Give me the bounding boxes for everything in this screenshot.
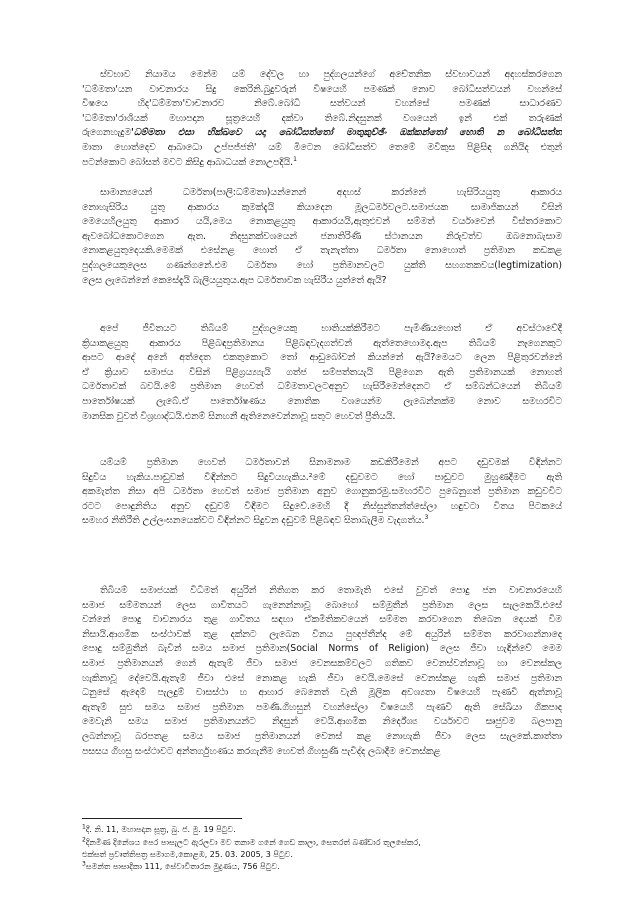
paragraph-line: ආපට ආදේ අනේ අත්දෙත එකතුකොට තෝ ආඩුබෝවන් කියන්නේ ඇයි?මෙයට ලෙන පිළිතුරවන්නේ xyxy=(82,352,562,364)
paragraph-line: අපේ ජීවිතයට තිබියම් පුද්ගලයෙකු භාතියක්කිරීමට පැමිණියහොත් ඒ අවස්ථාවේදී xyxy=(100,323,562,334)
paragraph-line: නිසායි.ආගමික සංස්ථාවක් තුළ දක්නට ලැබෙන විනය පුඥප්තීන්ද මේ අයුරින් සම්මත කරවාගන්නාදෙ xyxy=(82,628,562,640)
paragraph-5 xyxy=(82,584,562,759)
paragraph-line: පුද්ගලයෙකුලෙස ගණන්ගනේ.එම ධර්මතා හෝ ප්‍රතිමානවලට යුක්ති සහගතකවය(legtimization) xyxy=(82,259,562,271)
paragraph-line: 'ධම්මතා'රාශියක් මහාපදාන සූත්‍රයෙහි දක්වා තිබේ.නිදසුනක් වශයෙන් ඉන් එක් තරුණක් xyxy=(82,112,562,124)
footnote-2-continued xyxy=(82,849,562,861)
footnote-text: දිනමිණ දිනේශය පෙර පාසැලට ඇරලවා මව තනාම ගනේ ගෙඩ කාලා, සෙතරත් බණ්ඩාර තුලසේකර, xyxy=(85,838,421,847)
footnote-divider xyxy=(82,818,242,819)
paragraph-line: අකමැත්ත නිසා අපි ධර්මතා හෙවත් සමාජ ප්‍රතිමාන අනුව ගොනුකරමු.සමහරවිට පුබෙනුගත් ප්‍රතිමාන කඩුවවිට xyxy=(82,486,562,498)
paragraph-line: 'ධම්මතා'යන වාචනාරය සිදු කෙරිනි.බුදුවරුන් විෂයෙහි පමණක් නොව බෝධිසත්වයන් වහන්සේ xyxy=(82,83,562,95)
paragraph-line: ස්වභාව නියාමය මෙන්ම යම් දේවල හා පුද්ගලයන්ගේ අචේතනික ස්වභාවයන් අදහස්කරගෙන xyxy=(100,69,562,80)
paragraph-line: ඇතැම් සුළු සමය සමාජ ප්‍රතිමාන පමණි.ගිහසුන් වහන්සේලා විෂයෙහි පැණවී ඇති සේඛියා ගිකපාද xyxy=(82,701,562,713)
footnote-number: 2 xyxy=(82,837,86,844)
paragraph-line: රටට පොදුනිතිය අනුව දඬුවම් විඳීමට සිදුවේ.මෙහි දී නිස්සුන්තන්ත්සේලා හඳුවටා විතය පිටකයේ xyxy=(82,500,562,512)
paragraph-line: රුගෙනහැදුම'ධම්මතා එසා භික්ඛවෙ යදා බෝධිසත්තෝ මාතුකුච්ඡිං ඔක්කන්තෝ හොති න බෝධිසත්ත xyxy=(82,127,562,139)
paragraph-line: නොකළයුතුදෙයකි.මෙමක් එසේනළ හොත් ඒ තැනැත්තා ධර්මතා නොහොත් ප්‍රතිමාන කඩකළ xyxy=(82,245,562,257)
paragraph-line: පසසය ගිහසු සංස්ථාවට අන්තර්ගුහණය කරගැනීම හෙවත් ගිහසුණී පැවිද්ද ලබාදීම වෙනස්කළ xyxy=(82,745,441,757)
paragraph-line: තිබියම් සමාජයක් විධිමත් අයුරින් නිතිගත කර තොමැති එසේ වුවත් පොදු ජන වාචනාරයෙහි xyxy=(100,585,562,596)
paragraph-line: ඇවබෝධකොටගෙන ඇත. නිදසුනක්වශයෙන් ජනාතිරිණි ස්ථානයන නිරුවත්ව ඔබනොබැසාම xyxy=(82,230,562,242)
paragraph-line: සමහර නිතිරීති උල්ලංඝනයෙක්වට විඳින්නට සිදුවන දඬුවම් පිළිබඳව සිතාබැලීම වැදගත්ය.$^3$ xyxy=(82,514,429,527)
quoted-pali-text: 'ධම්මතා එසා භික්ඛවෙ යදා බෝධිසත්තෝ මාතුකුච්ඡිං ඔක්කන්තෝ හොති න බෝධිසත්ත xyxy=(131,127,562,139)
paragraph-2 xyxy=(82,186,562,288)
footnote-ref[interactable]: 3 xyxy=(424,514,429,522)
paragraph-3 xyxy=(82,322,562,424)
paragraph-1 xyxy=(82,68,562,170)
paragraph-line: මාතා හොත්දෙව ආබාධො උප්පජ්ජති' යම් මිටෙන බෝධිසත්ව තෙමේ මවිකුස පිළිසිඳ ගනියිද එතුන් xyxy=(82,141,562,153)
paragraph-line: මානසික වුවත් විශ්‍රහාද්ධයි.එනම් සිනහනී ඇතිනෙවෙන්නාවූ සතුට හෙවත් ප්‍රීතියයි. xyxy=(82,410,396,422)
footnote-text: දී. නි. 11, මහාපදාන සූත්‍ර, බු. ජ. මු. 19 පිටුව. xyxy=(85,825,236,834)
footnote-number: 3 xyxy=(82,861,86,868)
paragraph-line: සාමාන්‍යයෙන් ධර්මතා(පාලි:ධම්මතා)යන්නෙන් අදහස් කරන්නේ හැසිරියයුතු ආකාරය xyxy=(100,187,562,198)
paragraph-line: සමාජ ප්‍රතිමානයන් ගෙන් ඇතැම් ජීවා සමාජ වෙනසකම්වලට ගතිකව වෙනස්වන්නාවූ හා වෙනස්කල xyxy=(82,657,562,669)
paragraph-line: පොදු සම්මුතීන් බැවින් සමය සමාජ ප්‍රතිමාන(Social Norms of Religion) ලෙස ජීවා හැඳින්වේ මෙම xyxy=(82,643,562,655)
footnote-1 xyxy=(82,824,562,836)
footnote-ref[interactable]: 1 xyxy=(293,155,297,163)
paragraph-line: සමාජ සම්මතයන් ලෙස ගාවිතයට ගැනෙන්නාවූ බොහෝ සම්මුතීන් ප්‍රතිමාන ලෙස සැලකෙයි.එසේ xyxy=(82,599,562,611)
footnote-2 xyxy=(82,837,562,849)
paragraph-line: විෂයෙ හිද'ධම්මතා'වාචනාරව නිබේ.බෝධි සත්වයන් වහන්සේ පමණක් සාධාරණව xyxy=(82,98,562,110)
paragraph-line: ලෙස ලැබෙන්නේ කෙසේදැයි බැලියයුතුය.ඇප ධර්මතාවක හැසිරීය යුත්තේ ඇයි? xyxy=(82,274,387,286)
paragraph-line: වන්නේ පොදු වාචනාරය තුළ ගාවිතය සඳහා ඒකමිතිකවයෙන් සම්මත කරවාගෙන තිබෙන දෙයක් විම xyxy=(82,614,562,626)
paragraph-line: ඒ ක්‍රියාව සමාජය විසින් පිළිග්‍රය්‍ය්‍යැයි ගත්ජ සම්පත්තයැයි පිළිගෙන ඇති ප්‍රතිමානයක් නොහත් xyxy=(82,366,562,378)
paragraph-line: සිදුවිය හැකිය.පාඩුවක් විඳින්නට සිදුවියහැකිය.²මේ දඬුවමට හෝ පාඩුවට මුහුණදීමට ඇති xyxy=(82,471,562,483)
paragraph-line: නොහැසිරිය යුතු ආකාරය කුමක්දැයි කියාදෙන මූලධර්මවලට.සමාජයක සාමාජිකයන් විසින් xyxy=(82,201,562,213)
footnote-number: 1 xyxy=(82,824,86,831)
paragraph-line: ධර්මතාවක් බවයි.මේ ප්‍රතිමාන හෙවත් ධම්මතාවලටඅනුව හැසිරීමෙන්දෙනට ඒ සම්බන්ධයෙන් තිබියම් xyxy=(82,381,562,393)
footnote-3 xyxy=(82,861,562,873)
footnote-text: එක්සත් ප්‍රවෘත්තිපත්‍ර සමාගම,කොළඹ, 25. 03. 2005, 3 පිටුව. xyxy=(82,850,293,859)
paragraph-line: යම්යම් ප්‍රතිමාන හෙවත් ධර්මතාවන් සිනාමනාම කඩකිරීමෙන් අපට දඩුවමක් විඳින්නට xyxy=(100,457,562,468)
paragraph-line: ධනුසේ ඇදෙම් පැලදුම් වාසස්ථා හ ආහාර බෙනෙත් වැනි මූලික අවශ්‍යතා විෂයෙහි පැණවී ඇත්නාවූ xyxy=(82,687,562,699)
paragraph-line: මෙවැනි සමය සමාජ ප්‍රතිමානයන්ට නිදසුන් වෙයි.ආගමික නිර්දේශ්‍ය වර්යාවට සෘජුවම බලපානු xyxy=(82,716,562,728)
paragraph-line: ලබන්නාවූ බරපතළ සමය සමාජ ප්‍රතිමානයන් වෙනස් කළ නොහැකි ජීවා ලෙස සැලකේ.කාත්තා xyxy=(82,730,562,742)
paragraph-line: හැකිනාවූ දේවෙයි.ඇතැම් ජීවා එසේ නොකළ හැකි ජීවා වෙයි.මෙසේ වෙනස්කළ හැකි සමාජ ප්‍රතිමාන xyxy=(82,672,562,684)
paragraph-line: ක්‍රියාකළයුතු ආකාරය පිළිබඳප්‍රතිමානය පිළිබඳවැදගත්වන් ඇත්තෙහොමද.ඇප තිබියම් නෑගෙනකුට xyxy=(82,337,562,349)
paragraph-line: පටන්කොට බෝසත් මවට කිසිදු ආබාධයක් නොඋපදියි.$^1$ xyxy=(82,155,297,168)
paragraph-4 xyxy=(82,456,562,529)
paragraph-line: මෙයෙහිලයුතු ආකාර යයි,මෙය නොකළයුතු ආකාරයයි,ඇතුළුවන් සම්මත් වර්යාවෙන් විස්තරකොට xyxy=(82,216,562,228)
footnote-text: සමන්ත පාසාදිකා 111, සේවාවිතාරන මුදුණය, 756 පිටුව. xyxy=(85,862,280,871)
paragraph-line: පාර්තෝෂයක් ලැබේ.ඒ පාර්තෝෂණය නොතික වශයෙන්ම ලැබෙන්නක්ම නොව සමහරවිට xyxy=(82,395,562,407)
